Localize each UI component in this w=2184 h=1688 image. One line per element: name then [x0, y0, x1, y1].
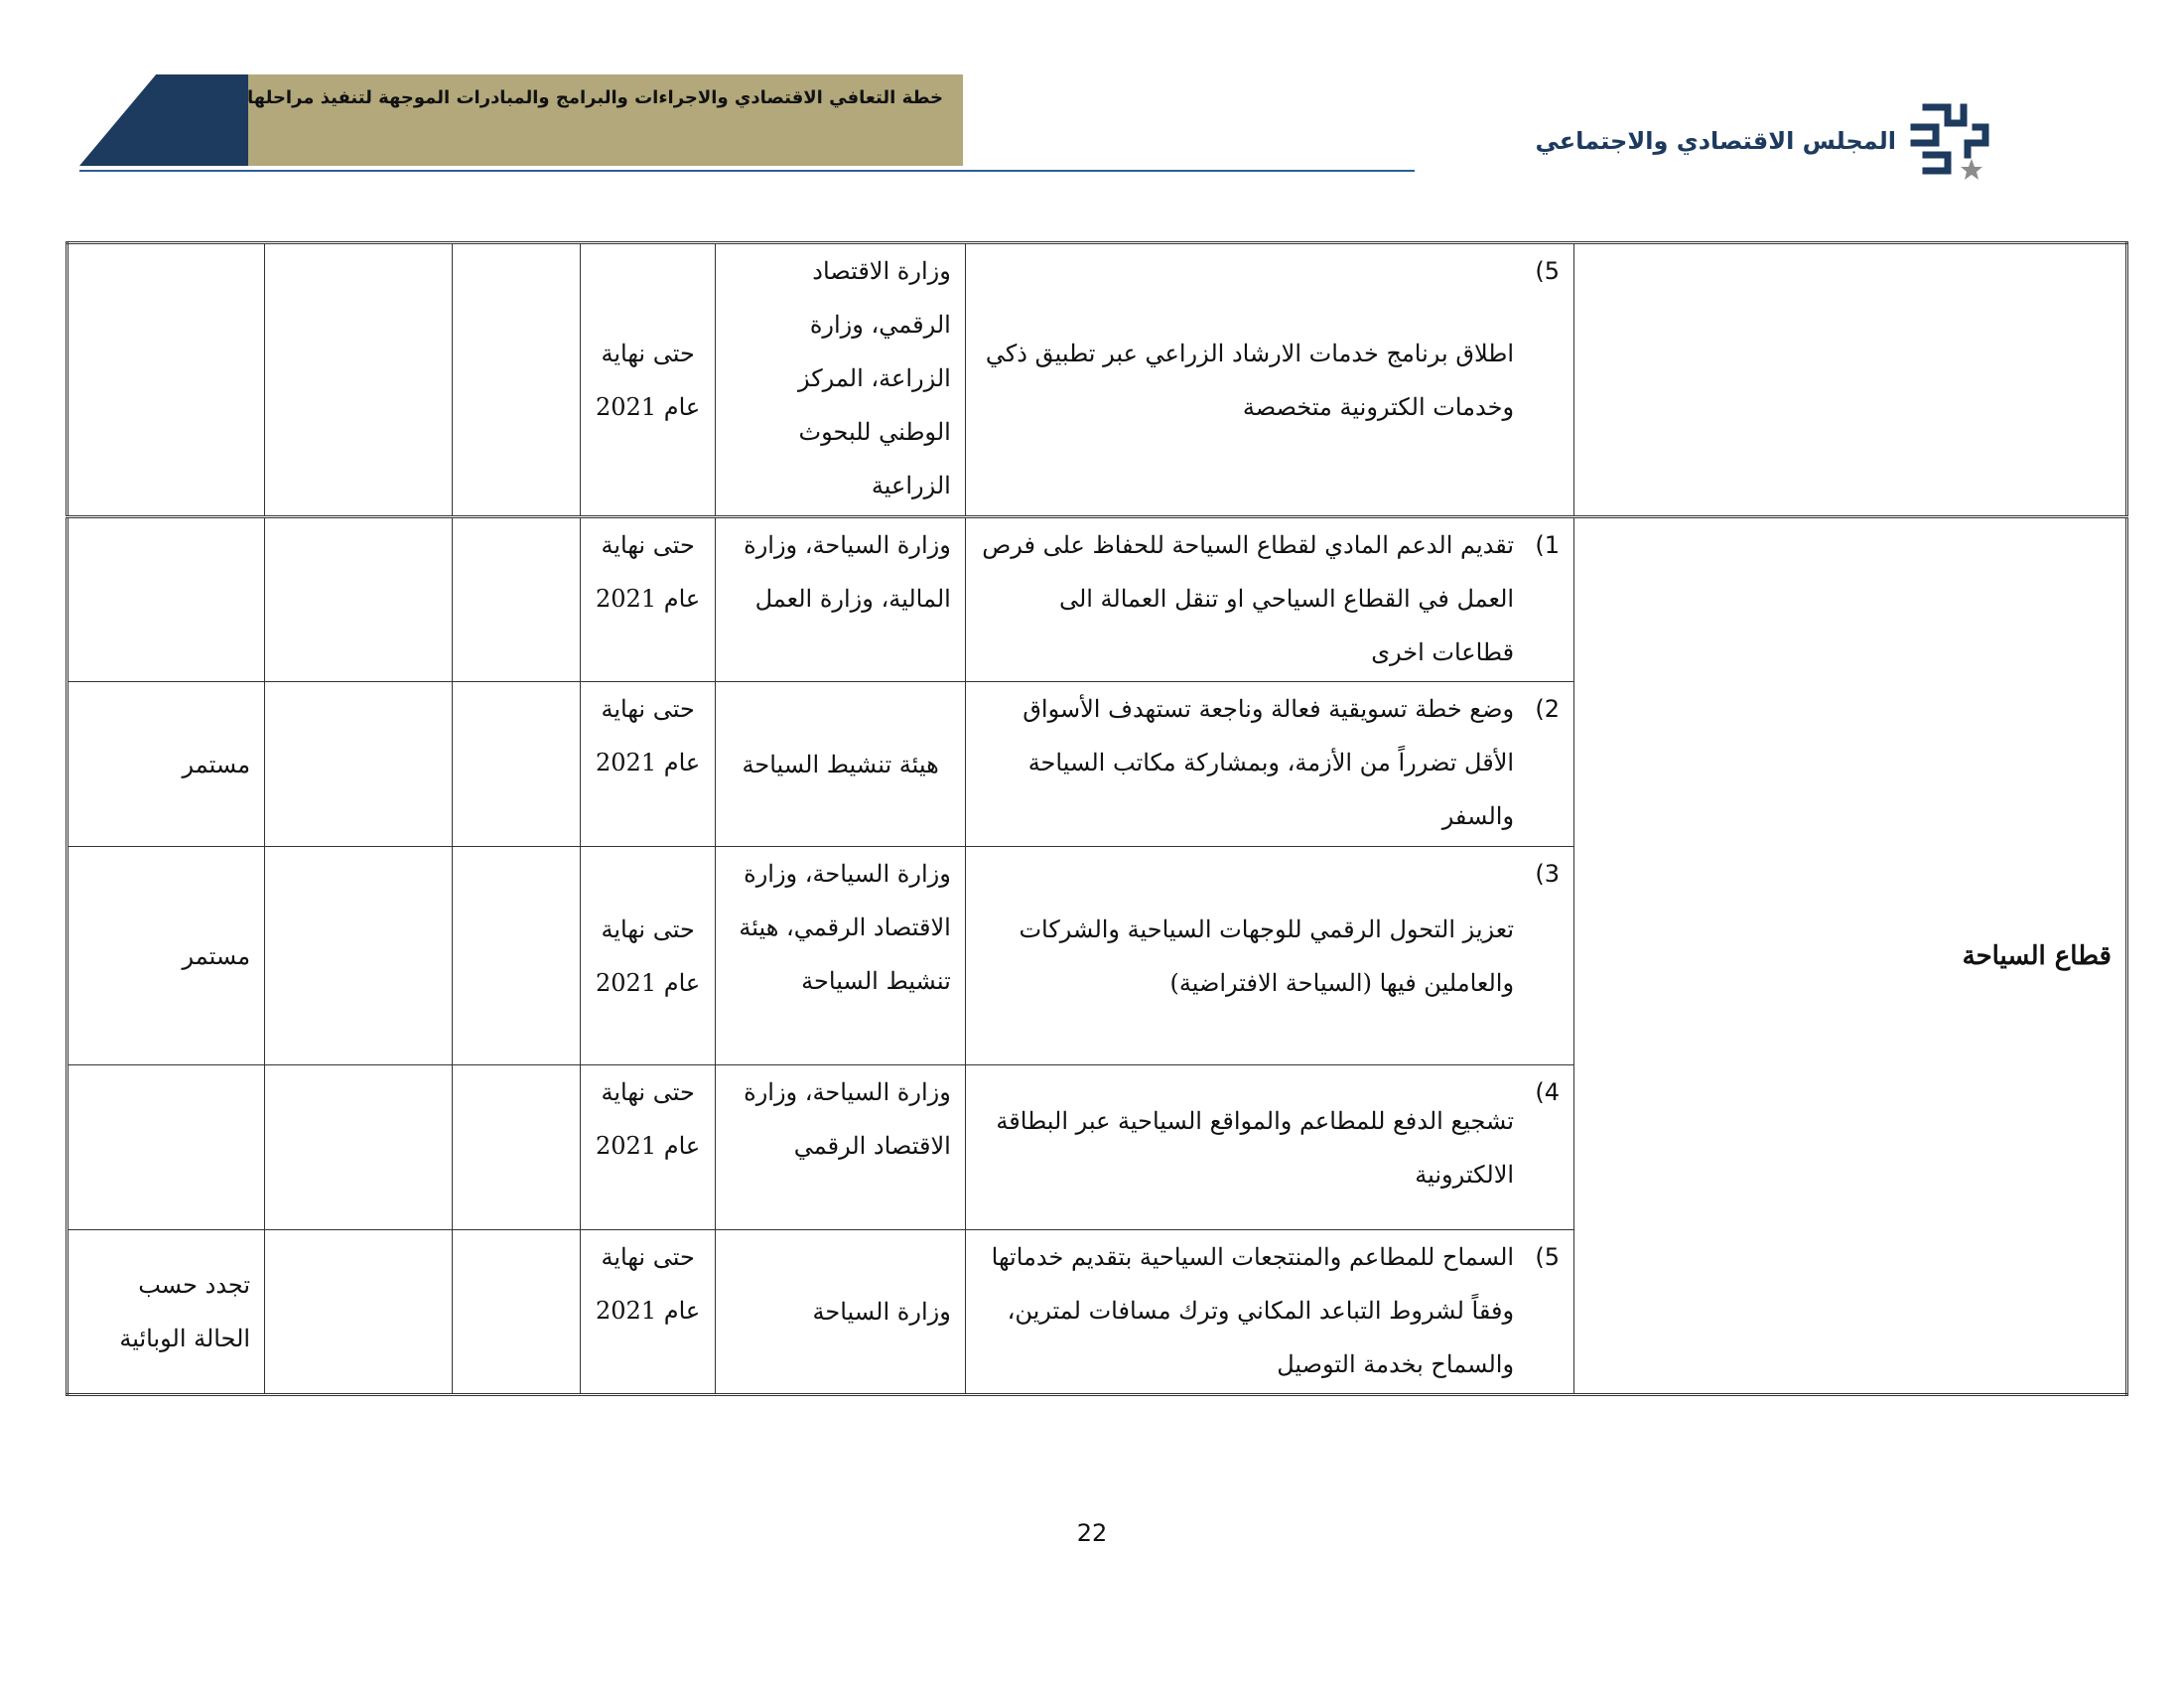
project-text: تعزيز التحول الرقمي للوجهات السياحية والشركات والعاملين فيها (السياحة الافتراضية)	[1019, 914, 1515, 997]
entities-cell: وزارة السياحة، وزارة الاقتصاد الرقمي	[716, 1065, 965, 1230]
status-cell: مستمر	[68, 847, 265, 1065]
project-cell	[965, 1230, 1573, 1395]
table-row	[68, 517, 2127, 682]
project-text: وضع خطة تسويقية فعالة وناجعة تستهدف الأسواق الأقل تضرراً من الأزمة، وبمشاركة مكاتب السياحة والسفر	[1023, 695, 1515, 830]
empty-cell	[265, 1065, 453, 1230]
document-title: خطة التعافي الاقتصادي والاجراءات والبرامج والمبادرات الموجهة لتنفيذ مراحلها	[246, 87, 943, 108]
entities-cell: وزارة الاقتصاد الرقمي، وزارة الزراعة، المركز الوطني للبحوث الزراعية	[716, 243, 965, 517]
recovery-plan-table	[66, 241, 2128, 1396]
entities-cell: وزارة السياحة، وزارة الاقتصاد الرقمي، هيئة تنشيط السياحة	[716, 847, 965, 1065]
item-number: 2)	[1535, 695, 1561, 723]
entities-cell: وزارة السياحة	[716, 1230, 965, 1395]
item-number: 5)	[1535, 1243, 1561, 1271]
empty-cell	[265, 682, 453, 847]
entities-cell: وزارة السياحة، وزارة المالية، وزارة العمل	[716, 517, 965, 682]
project-text: السماح للمطاعم والمنتجعات السياحية بتقديم خدماتها وفقاً لشروط التباعد المكاني وترك مسافات لمترين، والسماح بخدمة التوصيل	[991, 1243, 1515, 1378]
empty-cell	[265, 517, 453, 682]
timeline-cell: حتى نهاية عام 2021	[580, 847, 716, 1065]
project-cell	[965, 847, 1573, 1065]
status-cell: مستمر	[68, 682, 265, 847]
empty-cell	[265, 847, 453, 1065]
status-cell	[68, 1065, 265, 1230]
entities-cell: هيئة تنشيط السياحة	[716, 682, 965, 847]
item-number: 3)	[1535, 860, 1561, 888]
project-cell	[965, 243, 1573, 517]
item-number: 4)	[1535, 1078, 1561, 1106]
organization-name: المجلس الاقتصادي والاجتماعي	[1535, 127, 1896, 155]
project-text: اطلاق برنامج خدمات الارشاد الزراعي عبر تطبيق ذكي وخدمات الكترونية متخصصة	[985, 339, 1515, 421]
project-cell	[965, 517, 1573, 682]
sector-cell	[1574, 243, 2127, 517]
timeline-cell: حتى نهاية عام 2021	[580, 517, 716, 682]
project-cell	[965, 1065, 1573, 1230]
project-text: تشجيع الدفع للمطاعم والمواقع السياحية عبر البطاقة الالكترونية	[996, 1106, 1515, 1189]
empty-cell	[453, 243, 581, 517]
empty-cell	[453, 517, 581, 682]
item-number: 5)	[1535, 257, 1561, 285]
header-divider	[79, 170, 1415, 172]
empty-cell	[265, 1230, 453, 1395]
timeline-cell: حتى نهاية عام 2021	[580, 1230, 716, 1395]
status-cell: تجدد حسب الحالة الوبائية	[68, 1230, 265, 1395]
item-number: 1)	[1535, 531, 1561, 559]
project-cell	[965, 682, 1573, 847]
timeline-cell: حتى نهاية عام 2021	[580, 243, 716, 517]
project-text: تقديم الدعم المادي لقطاع السياحة للحفاظ على فرص العمل في القطاع السياحي او تنقل العمالة الى قطاعات اخرى	[982, 531, 1515, 666]
empty-cell	[265, 243, 453, 517]
timeline-cell: حتى نهاية عام 2021	[580, 1065, 716, 1230]
empty-cell	[453, 682, 581, 847]
table-row	[68, 243, 2127, 517]
timeline-cell: حتى نهاية عام 2021	[580, 682, 716, 847]
council-star-logo-icon	[1906, 97, 1995, 185]
page-number: 22	[1076, 1519, 1108, 1547]
empty-cell	[453, 1230, 581, 1395]
status-cell	[68, 243, 265, 517]
sector-cell: قطاع السياحة	[1574, 517, 2127, 1395]
empty-cell	[453, 1065, 581, 1230]
empty-cell	[453, 847, 581, 1065]
status-cell	[68, 517, 265, 682]
